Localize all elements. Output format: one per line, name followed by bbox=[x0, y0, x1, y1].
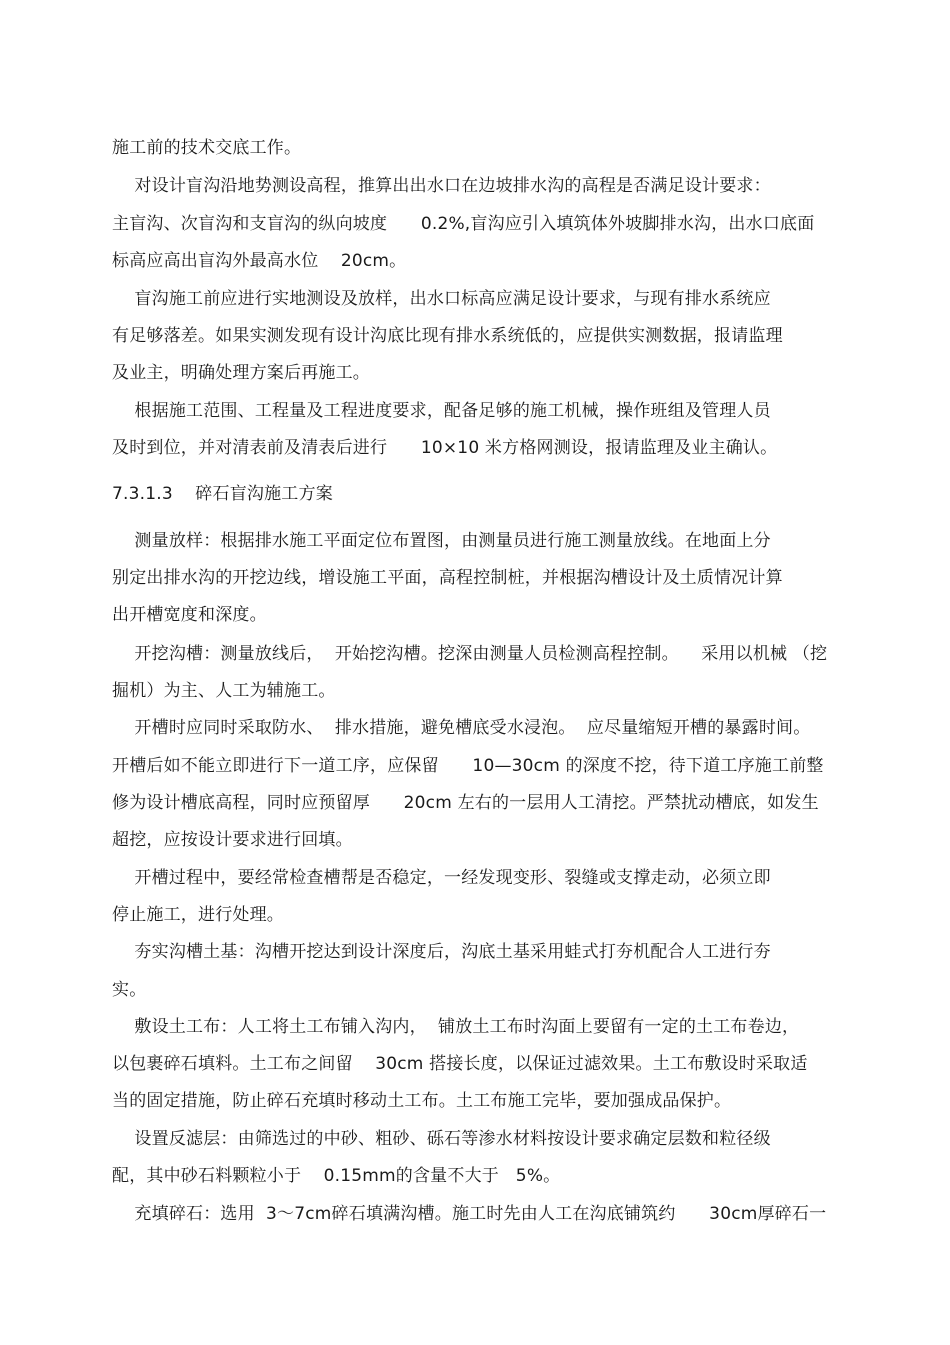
text-line: 别定出排水沟的开挖边线，增设施工平面，高程控制桩，并根据沟槽设计及土质情况计算 bbox=[112, 568, 783, 588]
text-line: 敷设土工布：人工将土工布铺入沟内， 铺放土工布时沟面上要留有一定的土工布卷边， bbox=[112, 1017, 800, 1037]
text-line: 夯实沟槽土基：沟槽开挖达到设计深度后，沟底土基采用蛙式打夯机配合人工进行夯 bbox=[112, 942, 771, 962]
text-line: 当的固定措施，防止碎石充填时移动土工布。土工布施工完毕，要加强成品保护。 bbox=[112, 1091, 732, 1111]
text-line: 充填碎石：选用 3～7cm碎石填满沟槽。施工时先由人工在沟底铺筑约 30cm厚碎石一 bbox=[112, 1204, 827, 1224]
text-line: 设置反滤层：由筛选过的中砂、粗砂、砾石等渗水材料按设计要求确定层数和粒径级 bbox=[112, 1129, 771, 1149]
text-line: 及业主，明确处理方案后再施工。 bbox=[112, 363, 370, 383]
text-line: 测量放样：根据排水施工平面定位布置图，由测量员进行施工测量放线。在地面上分 bbox=[112, 531, 771, 551]
text-line: 以包裹碎石填料。土工布之间留 30cm 搭接长度，以保证过滤效果。土工布敷设时采取适 bbox=[112, 1054, 808, 1074]
text-line: 开槽后如不能立即进行下一道工序，应保留 10—30cm 的深度不挖，待下道工序施工前整 bbox=[112, 756, 824, 776]
section-heading: 7.3.1.3 碎石盲沟施工方案 bbox=[112, 484, 333, 504]
text-line: 配，其中砂石料颗粒小于 0.15mm的含量不大于 5%。 bbox=[112, 1166, 561, 1186]
text-line: 实。 bbox=[112, 980, 147, 1000]
text-line: 盲沟施工前应进行实地测设及放样，出水口标高应满足设计要求，与现有排水系统应 bbox=[112, 289, 771, 309]
text-line: 及时到位，并对清表前及清表后进行 10×10 米方格网测设，报请监理及业主确认。 bbox=[112, 438, 778, 458]
text-line: 有足够落差。如果实测发现有设计沟底比现有排水系统低的，应提供实测数据，报请监理 bbox=[112, 326, 783, 346]
text-line: 开槽时应同时采取防水、 排水措施，避免槽底受水浸泡。 应尽量缩短开槽的暴露时间。 bbox=[112, 718, 811, 738]
text-line: 开挖沟槽：测量放线后， 开始挖沟槽。挖深由测量人员检测高程控制。 采用以机械 （挖 bbox=[112, 644, 828, 664]
text-line: 停止施工，进行处理。 bbox=[112, 905, 284, 925]
text-line: 对设计盲沟沿地势测设高程，推算出出水口在边坡排水沟的高程是否满足设计要求： bbox=[112, 176, 771, 196]
text-line: 开槽过程中，要经常检查槽帮是否稳定，一经发现变形、裂缝或支撑走动，必须立即 bbox=[112, 868, 771, 888]
text-line: 掘机）为主、人工为辅施工。 bbox=[112, 681, 336, 701]
text-line: 出开槽宽度和深度。 bbox=[112, 605, 267, 625]
text-line: 超挖，应按设计要求进行回填。 bbox=[112, 830, 353, 850]
text-line: 根据施工范围、工程量及工程进度要求，配备足够的施工机械，操作班组及管理人员 bbox=[112, 401, 771, 421]
text-line: 修为设计槽底高程，同时应预留厚 20cm 左右的一层用人工清挖。严禁扰动槽底，如发生 bbox=[112, 793, 819, 813]
text-line: 主盲沟、次盲沟和支盲沟的纵向坡度 0.2%,盲沟应引入填筑体外坡脚排水沟，出水口底面 bbox=[112, 214, 815, 234]
text-line: 标高应高出盲沟外最高水位 20cm。 bbox=[112, 251, 407, 271]
text-line: 施工前的技术交底工作。 bbox=[112, 138, 302, 158]
